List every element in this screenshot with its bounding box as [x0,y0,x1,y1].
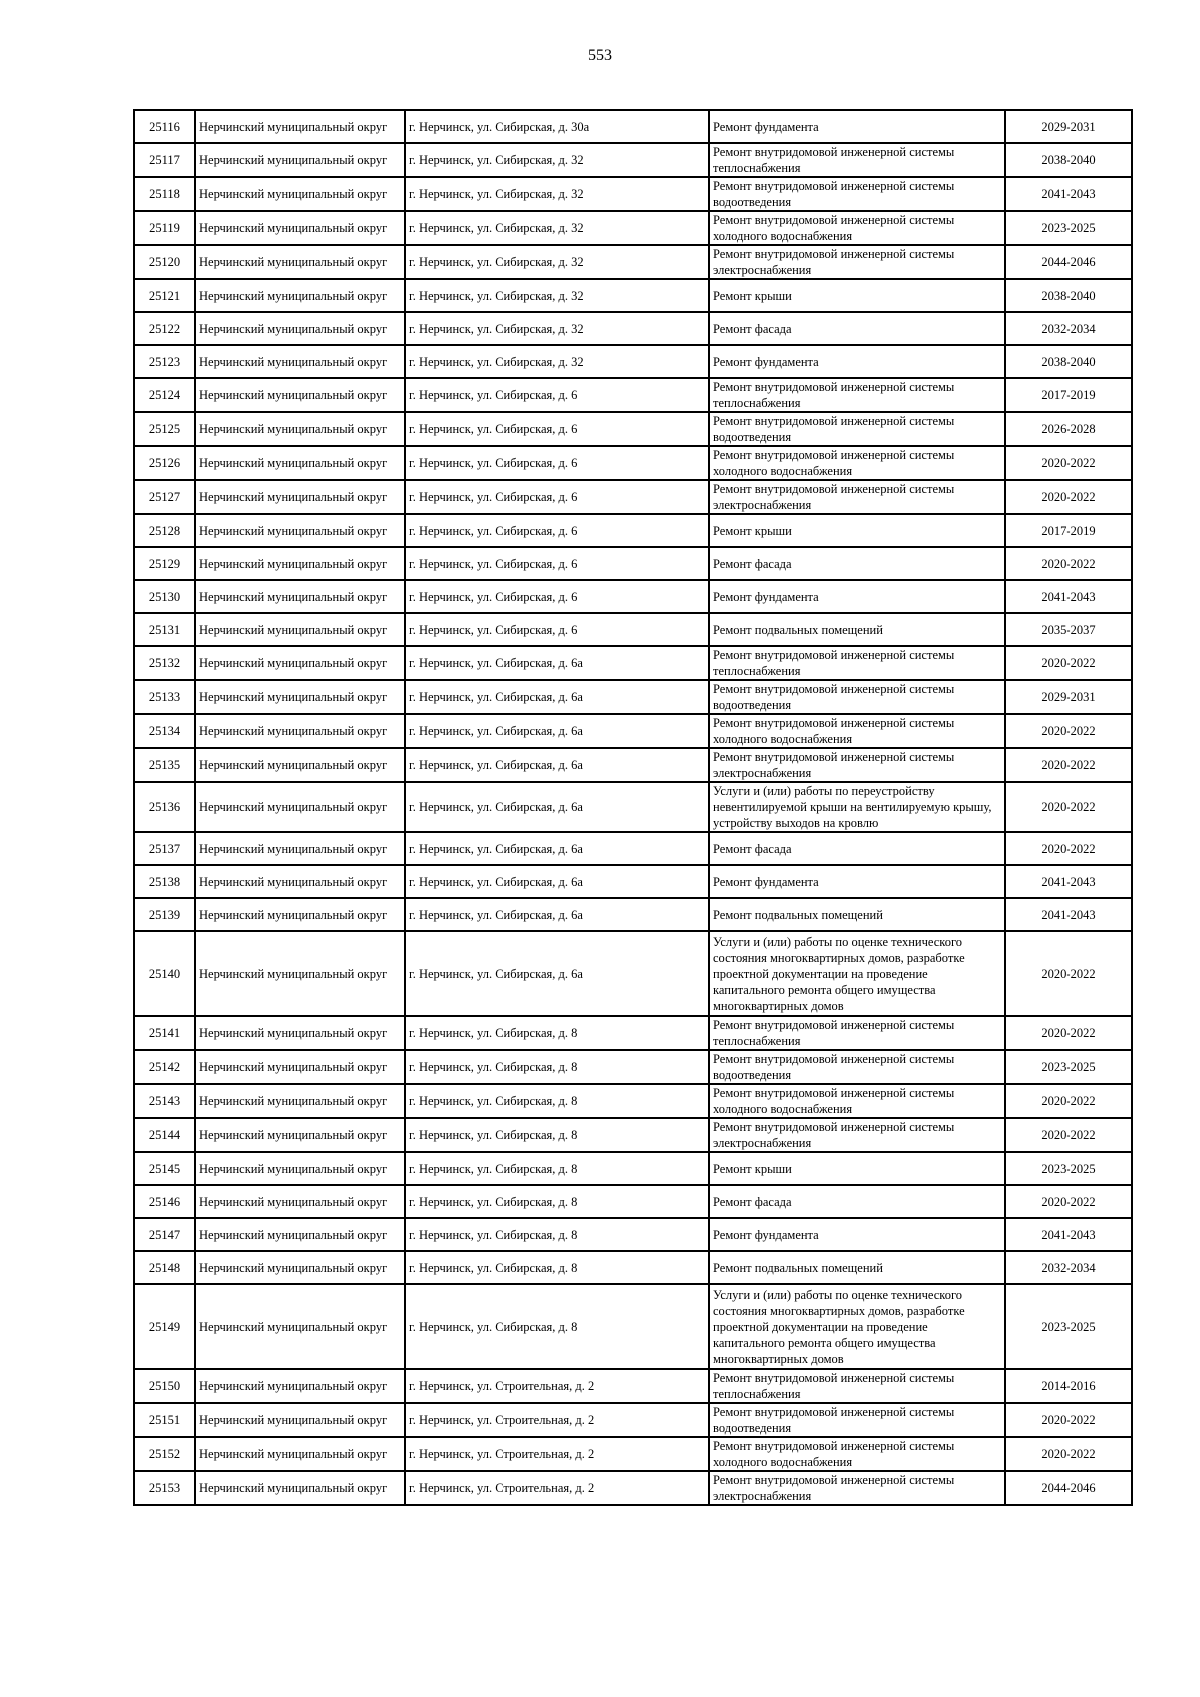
work-type-cell: Ремонт фасада [709,1185,1005,1218]
row-number: 25150 [134,1369,195,1403]
work-type-cell: Ремонт внутридомовой инженерной системы холодного водоснабжения [709,714,1005,748]
table-body [134,110,1132,1505]
work-type-cell: Ремонт внутридомовой инженерной системы электроснабжения [709,748,1005,782]
municipality-cell: Нерчинский муниципальный округ [195,865,405,898]
address-cell: г. Нерчинск, ул. Строительная, д. 2 [405,1369,709,1403]
address-cell: г. Нерчинск, ул. Сибирская, д. 6 [405,547,709,580]
address-cell: г. Нерчинск, ул. Сибирская, д. 8 [405,1185,709,1218]
address-cell: г. Нерчинск, ул. Сибирская, д. 6а [405,931,709,1016]
address-cell: г. Нерчинск, ул. Сибирская, д. 32 [405,312,709,345]
work-type-cell: Услуги и (или) работы по переустройству невентилируемой крыши на вентилируемую крышу, устройству выходов на кровлю [709,782,1005,832]
table-row [134,1471,1132,1505]
period-cell: 2020-2022 [1005,1118,1132,1152]
period-cell: 2014-2016 [1005,1369,1132,1403]
table-row [134,1185,1132,1218]
period-cell: 2044-2046 [1005,1471,1132,1505]
period-cell: 2032-2034 [1005,1251,1132,1284]
municipality-cell: Нерчинский муниципальный округ [195,279,405,312]
work-type-cell: Ремонт внутридомовой инженерной системы теплоснабжения [709,646,1005,680]
municipality-cell: Нерчинский муниципальный округ [195,1437,405,1471]
address-cell: г. Нерчинск, ул. Сибирская, д. 6 [405,514,709,547]
municipality-cell: Нерчинский муниципальный округ [195,580,405,613]
row-number: 25152 [134,1437,195,1471]
row-number: 25129 [134,547,195,580]
row-number: 25121 [134,279,195,312]
period-cell: 2044-2046 [1005,245,1132,279]
row-number: 25149 [134,1284,195,1369]
table-row [134,345,1132,378]
table-row [134,378,1132,412]
row-number: 25148 [134,1251,195,1284]
period-cell: 2020-2022 [1005,446,1132,480]
table-row [134,1369,1132,1403]
period-cell: 2017-2019 [1005,378,1132,412]
address-cell: г. Нерчинск, ул. Строительная, д. 2 [405,1403,709,1437]
row-number: 25117 [134,143,195,177]
period-cell: 2020-2022 [1005,1403,1132,1437]
work-type-cell: Ремонт внутридомовой инженерной системы электроснабжения [709,245,1005,279]
municipality-cell: Нерчинский муниципальный округ [195,1218,405,1251]
municipality-cell: Нерчинский муниципальный округ [195,480,405,514]
row-number: 25131 [134,613,195,646]
municipality-cell: Нерчинский муниципальный округ [195,1084,405,1118]
work-type-cell: Ремонт фундамента [709,865,1005,898]
table-row [134,1251,1132,1284]
row-number: 25146 [134,1185,195,1218]
work-type-cell: Ремонт подвальных помещений [709,898,1005,931]
row-number: 25140 [134,931,195,1016]
work-type-cell: Ремонт внутридомовой инженерной системы электроснабжения [709,1118,1005,1152]
period-cell: 2020-2022 [1005,1016,1132,1050]
table-row [134,480,1132,514]
period-cell: 2041-2043 [1005,865,1132,898]
address-cell: г. Нерчинск, ул. Сибирская, д. 8 [405,1084,709,1118]
municipality-cell: Нерчинский муниципальный округ [195,110,405,143]
municipality-cell: Нерчинский муниципальный округ [195,143,405,177]
address-cell: г. Нерчинск, ул. Сибирская, д. 6 [405,613,709,646]
period-cell: 2020-2022 [1005,714,1132,748]
row-number: 25137 [134,832,195,865]
address-cell: г. Нерчинск, ул. Сибирская, д. 6а [405,782,709,832]
period-cell: 2020-2022 [1005,931,1132,1016]
work-type-cell: Ремонт внутридомовой инженерной системы холодного водоснабжения [709,1437,1005,1471]
municipality-cell: Нерчинский муниципальный округ [195,1050,405,1084]
municipality-cell: Нерчинский муниципальный округ [195,1185,405,1218]
address-cell: г. Нерчинск, ул. Строительная, д. 2 [405,1437,709,1471]
work-type-cell: Ремонт внутридомовой инженерной системы холодного водоснабжения [709,211,1005,245]
municipality-cell: Нерчинский муниципальный округ [195,412,405,446]
work-type-cell: Ремонт внутридомовой инженерной системы водоотведения [709,680,1005,714]
row-number: 25139 [134,898,195,931]
row-number: 25153 [134,1471,195,1505]
period-cell: 2038-2040 [1005,143,1132,177]
row-number: 25116 [134,110,195,143]
table-row [134,832,1132,865]
table-row [134,1284,1132,1369]
period-cell: 2020-2022 [1005,1437,1132,1471]
work-type-cell: Ремонт фундамента [709,1218,1005,1251]
address-cell: г. Нерчинск, ул. Сибирская, д. 6а [405,898,709,931]
row-number: 25144 [134,1118,195,1152]
table-row [134,714,1132,748]
period-cell: 2041-2043 [1005,898,1132,931]
period-cell: 2029-2031 [1005,680,1132,714]
table-row [134,1118,1132,1152]
address-cell: г. Нерчинск, ул. Сибирская, д. 8 [405,1251,709,1284]
work-type-cell: Ремонт подвальных помещений [709,1251,1005,1284]
municipality-cell: Нерчинский муниципальный округ [195,832,405,865]
row-number: 25124 [134,378,195,412]
period-cell: 2038-2040 [1005,345,1132,378]
table-row [134,1152,1132,1185]
table-row [134,110,1132,143]
address-cell: г. Нерчинск, ул. Сибирская, д. 8 [405,1016,709,1050]
work-type-cell: Ремонт внутридомовой инженерной системы электроснабжения [709,1471,1005,1505]
table-row [134,245,1132,279]
table-row [134,898,1132,931]
work-type-cell: Ремонт внутридомовой инженерной системы холодного водоснабжения [709,446,1005,480]
address-cell: г. Нерчинск, ул. Сибирская, д. 6 [405,412,709,446]
row-number: 25138 [134,865,195,898]
row-number: 25132 [134,646,195,680]
address-cell: г. Нерчинск, ул. Сибирская, д. 32 [405,143,709,177]
work-type-cell: Ремонт внутридомовой инженерной системы водоотведения [709,177,1005,211]
work-type-cell: Ремонт внутридомовой инженерной системы теплоснабжения [709,378,1005,412]
table-row [134,143,1132,177]
period-cell: 2020-2022 [1005,832,1132,865]
table-row [134,446,1132,480]
period-cell: 2020-2022 [1005,1084,1132,1118]
address-cell: г. Нерчинск, ул. Сибирская, д. 6 [405,480,709,514]
address-cell: г. Нерчинск, ул. Сибирская, д. 6 [405,378,709,412]
municipality-cell: Нерчинский муниципальный округ [195,1251,405,1284]
table-row [134,312,1132,345]
work-type-cell: Ремонт фундамента [709,110,1005,143]
work-type-cell: Ремонт крыши [709,1152,1005,1185]
work-type-cell: Ремонт фасада [709,547,1005,580]
table-row [134,782,1132,832]
row-number: 25151 [134,1403,195,1437]
row-number: 25136 [134,782,195,832]
municipality-cell: Нерчинский муниципальный округ [195,748,405,782]
row-number: 25141 [134,1016,195,1050]
work-type-cell: Ремонт внутридомовой инженерной системы теплоснабжения [709,143,1005,177]
municipality-cell: Нерчинский муниципальный округ [195,1016,405,1050]
work-type-cell: Ремонт внутридомовой инженерной системы теплоснабжения [709,1369,1005,1403]
row-number: 25125 [134,412,195,446]
table-row [134,514,1132,547]
row-number: 25143 [134,1084,195,1118]
work-type-cell: Ремонт внутридомовой инженерной системы холодного водоснабжения [709,1084,1005,1118]
table-row [134,177,1132,211]
work-type-cell: Ремонт крыши [709,279,1005,312]
address-cell: г. Нерчинск, ул. Сибирская, д. 32 [405,345,709,378]
municipality-cell: Нерчинский муниципальный округ [195,931,405,1016]
period-cell: 2020-2022 [1005,1185,1132,1218]
row-number: 25119 [134,211,195,245]
period-cell: 2026-2028 [1005,412,1132,446]
municipality-cell: Нерчинский муниципальный округ [195,613,405,646]
address-cell: г. Нерчинск, ул. Сибирская, д. 6а [405,680,709,714]
address-cell: г. Нерчинск, ул. Сибирская, д. 8 [405,1050,709,1084]
row-number: 25147 [134,1218,195,1251]
row-number: 25128 [134,514,195,547]
table-row [134,1050,1132,1084]
period-cell: 2020-2022 [1005,547,1132,580]
municipality-cell: Нерчинский муниципальный округ [195,345,405,378]
period-cell: 2023-2025 [1005,1152,1132,1185]
page-number: 553 [588,47,612,64]
row-number: 25145 [134,1152,195,1185]
work-type-cell: Ремонт фундамента [709,345,1005,378]
table-row [134,646,1132,680]
address-cell: г. Нерчинск, ул. Сибирская, д. 8 [405,1284,709,1369]
table-row [134,865,1132,898]
work-type-cell: Ремонт фундамента [709,580,1005,613]
municipality-cell: Нерчинский муниципальный округ [195,245,405,279]
table-row [134,613,1132,646]
municipality-cell: Нерчинский муниципальный округ [195,714,405,748]
table-row [134,748,1132,782]
address-cell: г. Нерчинск, ул. Сибирская, д. 8 [405,1118,709,1152]
address-cell: г. Нерчинск, ул. Строительная, д. 2 [405,1471,709,1505]
municipality-cell: Нерчинский муниципальный округ [195,1403,405,1437]
address-cell: г. Нерчинск, ул. Сибирская, д. 32 [405,245,709,279]
table-row [134,211,1132,245]
row-number: 25130 [134,580,195,613]
row-number: 25123 [134,345,195,378]
work-type-cell: Услуги и (или) работы по оценке технического состояния многоквартирных домов, разработке проектной документации на проведение капитального ремонта общего имущества многоквартирных домов [709,931,1005,1016]
work-type-cell: Ремонт подвальных помещений [709,613,1005,646]
address-cell: г. Нерчинск, ул. Сибирская, д. 30а [405,110,709,143]
municipality-cell: Нерчинский муниципальный округ [195,514,405,547]
period-cell: 2020-2022 [1005,748,1132,782]
address-cell: г. Нерчинск, ул. Сибирская, д. 8 [405,1152,709,1185]
municipality-cell: Нерчинский муниципальный округ [195,446,405,480]
municipality-cell: Нерчинский муниципальный округ [195,1369,405,1403]
address-cell: г. Нерчинск, ул. Сибирская, д. 8 [405,1218,709,1251]
row-number: 25133 [134,680,195,714]
municipality-cell: Нерчинский муниципальный округ [195,1152,405,1185]
address-cell: г. Нерчинск, ул. Сибирская, д. 32 [405,279,709,312]
municipality-cell: Нерчинский муниципальный округ [195,680,405,714]
row-number: 25127 [134,480,195,514]
address-cell: г. Нерчинск, ул. Сибирская, д. 32 [405,211,709,245]
municipality-cell: Нерчинский муниципальный округ [195,646,405,680]
period-cell: 2020-2022 [1005,646,1132,680]
table-row [134,1218,1132,1251]
address-cell: г. Нерчинск, ул. Сибирская, д. 6а [405,646,709,680]
work-type-cell: Услуги и (или) работы по оценке технического состояния многоквартирных домов, разработке проектной документации на проведение капитального ремонта общего имущества многоквартирных домов [709,1284,1005,1369]
municipality-cell: Нерчинский муниципальный округ [195,1118,405,1152]
period-cell: 2038-2040 [1005,279,1132,312]
table-row [134,680,1132,714]
work-type-cell: Ремонт внутридомовой инженерной системы водоотведения [709,1050,1005,1084]
municipality-cell: Нерчинский муниципальный округ [195,1471,405,1505]
period-cell: 2023-2025 [1005,1284,1132,1369]
municipality-cell: Нерчинский муниципальный округ [195,898,405,931]
address-cell: г. Нерчинск, ул. Сибирская, д. 6а [405,832,709,865]
row-number: 25122 [134,312,195,345]
period-cell: 2041-2043 [1005,580,1132,613]
period-cell: 2029-2031 [1005,110,1132,143]
address-cell: г. Нерчинск, ул. Сибирская, д. 6 [405,580,709,613]
municipality-cell: Нерчинский муниципальный округ [195,378,405,412]
row-number: 25142 [134,1050,195,1084]
period-cell: 2035-2037 [1005,613,1132,646]
period-cell: 2023-2025 [1005,211,1132,245]
table-row [134,547,1132,580]
municipality-cell: Нерчинский муниципальный округ [195,211,405,245]
period-cell: 2020-2022 [1005,782,1132,832]
municipality-cell: Нерчинский муниципальный округ [195,312,405,345]
work-type-cell: Ремонт внутридомовой инженерной системы водоотведения [709,412,1005,446]
row-number: 25118 [134,177,195,211]
period-cell: 2032-2034 [1005,312,1132,345]
municipality-cell: Нерчинский муниципальный округ [195,782,405,832]
address-cell: г. Нерчинск, ул. Сибирская, д. 6 [405,446,709,480]
table-row [134,931,1132,1016]
address-cell: г. Нерчинск, ул. Сибирская, д. 32 [405,177,709,211]
repair-schedule-table [133,109,1133,1506]
address-cell: г. Нерчинск, ул. Сибирская, д. 6а [405,714,709,748]
work-type-cell: Ремонт внутридомовой инженерной системы водоотведения [709,1403,1005,1437]
table-row [134,580,1132,613]
period-cell: 2020-2022 [1005,480,1132,514]
municipality-cell: Нерчинский муниципальный округ [195,1284,405,1369]
municipality-cell: Нерчинский муниципальный округ [195,547,405,580]
row-number: 25126 [134,446,195,480]
work-type-cell: Ремонт фасада [709,312,1005,345]
table-row [134,412,1132,446]
table-row [134,1437,1132,1471]
address-cell: г. Нерчинск, ул. Сибирская, д. 6а [405,865,709,898]
period-cell: 2023-2025 [1005,1050,1132,1084]
table-row [134,1403,1132,1437]
row-number: 25120 [134,245,195,279]
work-type-cell: Ремонт фасада [709,832,1005,865]
period-cell: 2041-2043 [1005,177,1132,211]
work-type-cell: Ремонт внутридомовой инженерной системы электроснабжения [709,480,1005,514]
row-number: 25135 [134,748,195,782]
work-type-cell: Ремонт крыши [709,514,1005,547]
table-row [134,279,1132,312]
table-row [134,1016,1132,1050]
municipality-cell: Нерчинский муниципальный округ [195,177,405,211]
period-cell: 2017-2019 [1005,514,1132,547]
work-type-cell: Ремонт внутридомовой инженерной системы теплоснабжения [709,1016,1005,1050]
period-cell: 2041-2043 [1005,1218,1132,1251]
row-number: 25134 [134,714,195,748]
address-cell: г. Нерчинск, ул. Сибирская, д. 6а [405,748,709,782]
table-row [134,1084,1132,1118]
